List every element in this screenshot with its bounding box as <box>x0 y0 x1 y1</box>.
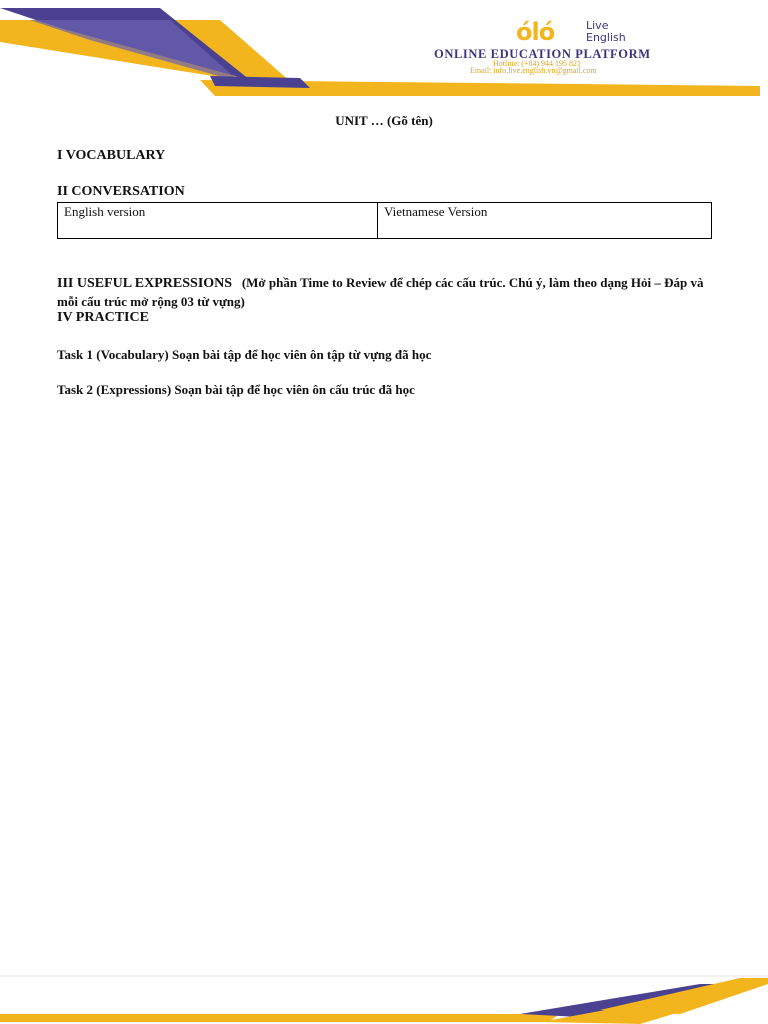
logo-text <box>586 20 626 44</box>
header-stripes <box>0 0 768 100</box>
section-vocabulary-heading: I VOCABULARY <box>57 148 166 163</box>
logo-word-live: Live <box>586 19 609 32</box>
conversation-table <box>57 202 712 239</box>
task-2: Task 2 (Expressions) Soạn bài tập để học viên ôn cấu trúc đã học <box>57 382 415 397</box>
hotline-text: Hotline: (+84) 944 195 821 <box>493 59 582 68</box>
section-expressions-heading: III USEFUL EXPRESSIONS <box>57 276 233 291</box>
footer-stripes <box>0 970 768 1024</box>
section-expressions-note: (Mở phần Time to Review để chép các cấu trúc. Chú ý, làm theo dạng Hỏi – Đáp và mỗi cấu trúc mở rộng 03 từ vựng) <box>57 275 704 309</box>
platform-title: ONLINE EDUCATION PLATFORM <box>434 47 651 61</box>
live-english-logo <box>516 18 676 48</box>
task-1: Task 1 (Vocabulary) Soạn bài tập để học viên ôn tập từ vựng đã học <box>57 347 432 362</box>
logo-mark: óló <box>516 18 555 46</box>
table-header-english: English version <box>58 203 378 238</box>
section-expressions <box>57 274 717 311</box>
unit-title: UNIT … (Gõ tên) <box>335 113 433 128</box>
table-header-vietnamese: Vietnamese Version <box>384 204 488 219</box>
section-practice-heading: IV PRACTICE <box>57 310 149 325</box>
section-conversation-heading: II CONVERSATION <box>57 184 185 199</box>
logo-word-english: English <box>586 31 626 44</box>
email-text: Email: info.live.english.vn@gmail.com <box>470 66 597 75</box>
